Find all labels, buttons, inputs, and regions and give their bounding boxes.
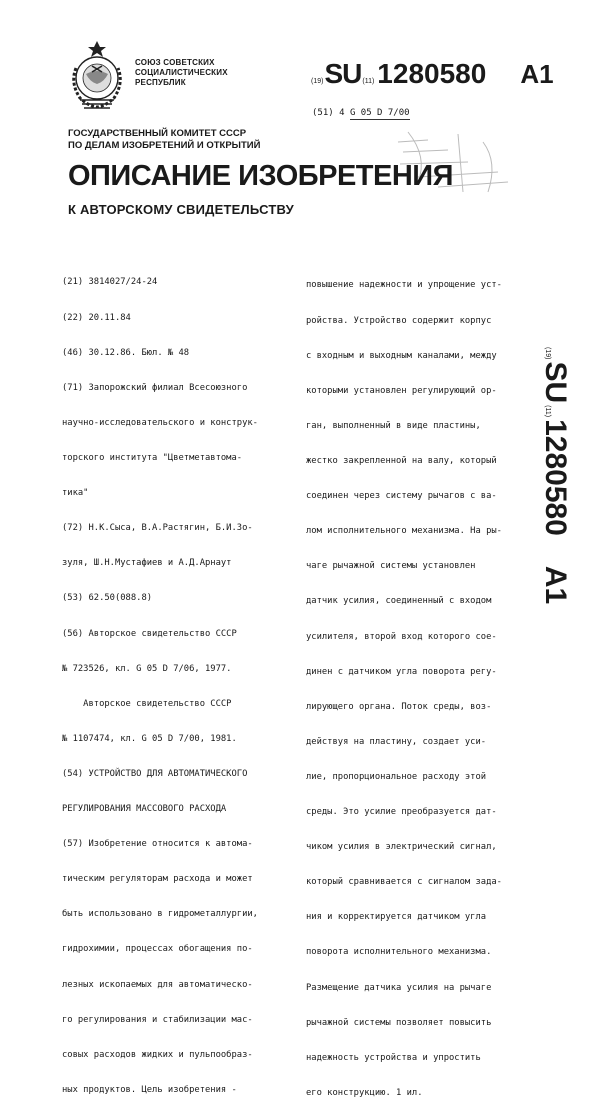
kind-code: A1 bbox=[520, 59, 554, 89]
side-country-code: SU bbox=[539, 361, 572, 404]
text-line: (21) 3814027/24-24 bbox=[62, 277, 158, 288]
committee-name bbox=[68, 128, 260, 152]
abstract-column bbox=[306, 257, 502, 1111]
text-line: (71) Запорожский филиал Всесоюзного bbox=[62, 382, 248, 393]
bibliographic-column bbox=[62, 254, 258, 1108]
text-line: го регулирования и стабилизации мас- bbox=[62, 1014, 253, 1025]
text-line: торского института "Цветметавтома- bbox=[62, 452, 243, 463]
text-line: гидрохимии, процессах обогащения по- bbox=[62, 944, 253, 955]
text-line: Размещение датчика усилия на рычаге bbox=[306, 982, 492, 993]
text-line: среды. Это усилие преобразуется дат- bbox=[306, 807, 497, 818]
text-line: быть использовано в гидрометаллургии, bbox=[62, 909, 258, 920]
text-line: с входным и выходным каналами, между bbox=[306, 350, 497, 361]
text-line: № 723526, кл. G 05 D 7/06, 1977. bbox=[62, 663, 232, 674]
text-line: РЕГУЛИРОВАНИЯ МАССОВОГО РАСХОДА bbox=[62, 804, 227, 815]
text-line: ных продуктов. Цель изобретения - bbox=[62, 1084, 237, 1095]
text-line: № 1107474, кл. G 05 D 7/00, 1981. bbox=[62, 733, 237, 744]
text-line: его конструкцию. 1 ил. bbox=[306, 1087, 423, 1098]
document-subtitle: К АВТОРСКОМУ СВИДЕТЕЛЬСТВУ bbox=[68, 202, 294, 217]
side-publication-number bbox=[528, 345, 578, 705]
patent-number: 1280580 bbox=[377, 58, 487, 89]
text-line: лие, пропорциональное расходу этой bbox=[306, 771, 487, 782]
text-line: действуя на пластину, создает уси- bbox=[306, 736, 487, 747]
text-line: рычажной системы позволяет повысить bbox=[306, 1017, 492, 1028]
text-line: ройства. Устройство содержит корпус bbox=[306, 315, 492, 326]
ipc-prefix: (51) 4 bbox=[312, 108, 345, 118]
text-line: чиком усилия в электрический сигнал, bbox=[306, 842, 497, 853]
text-line: (72) Н.К.Сыса, В.А.Растягин, Б.И.Зо- bbox=[62, 523, 253, 534]
text-line: (57) Изобретение относится к автома- bbox=[62, 839, 253, 850]
side-patent-number: 1280580 bbox=[539, 419, 572, 536]
union-line: СОЦИАЛИСТИЧЕСКИХ bbox=[135, 68, 228, 77]
text-line: чаге рычажной системы установлен bbox=[306, 561, 476, 572]
text-line: поворота исполнительного механизма. bbox=[306, 947, 492, 958]
country-code: SU bbox=[324, 58, 362, 89]
ipc-classification bbox=[312, 108, 410, 118]
state-emblem bbox=[62, 38, 132, 113]
text-line: которыми установлен регулирующий ор- bbox=[306, 385, 497, 396]
code-11: (11) bbox=[362, 78, 375, 85]
text-line: Авторское свидетельство СССР bbox=[62, 698, 232, 709]
text-line: тическим регуляторам расхода и может bbox=[62, 874, 253, 885]
text-line: соединен через систему рычагов с ва- bbox=[306, 491, 497, 502]
text-line: научно-исследовательского и конструк- bbox=[62, 417, 258, 428]
code-19: (19) bbox=[311, 78, 324, 85]
publication-number bbox=[310, 58, 554, 90]
text-line: (56) Авторское свидетельство СССР bbox=[62, 628, 237, 639]
text-line: повышение надежности и упрощение уст- bbox=[306, 280, 502, 291]
side-code-11: (11) bbox=[544, 405, 551, 418]
text-line: лирующего органа. Поток среды, воз- bbox=[306, 701, 492, 712]
text-line: (54) УСТРОЙСТВО ДЛЯ АВТОМАТИЧЕСКОГО bbox=[62, 768, 248, 779]
text-line: лом исполнительного механизма. На ры- bbox=[306, 526, 502, 537]
text-line: ган, выполненный в виде пластины, bbox=[306, 420, 481, 431]
ipc-code: G 05 D 7/00 bbox=[349, 108, 410, 118]
text-line: датчик усилия, соединенный с входом bbox=[306, 596, 492, 607]
committee-line: ПО ДЕЛАМ ИЗОБРЕТЕНИЙ И ОТКРЫТИЙ bbox=[68, 140, 261, 151]
text-line: который сравнивается с сигналом зада- bbox=[306, 877, 502, 888]
union-name bbox=[135, 58, 228, 88]
side-kind-code: A1 bbox=[539, 565, 572, 605]
text-line: жестко закрепленной на валу, который bbox=[306, 455, 497, 466]
union-line: СОЮЗ СОВЕТСКИХ bbox=[135, 58, 215, 67]
text-line: совых расходов жидких и пульпообраз- bbox=[62, 1049, 253, 1060]
side-code-19: (19) bbox=[544, 347, 551, 360]
text-line: тика" bbox=[62, 488, 89, 499]
text-line: (22) 20.11.84 bbox=[62, 312, 131, 323]
committee-line: ГОСУДАРСТВЕННЫЙ КОМИТЕТ СССР bbox=[68, 128, 247, 139]
text-line: лезных ископаемых для автоматическо- bbox=[62, 979, 253, 990]
document-title: ОПИСАНИЕ ИЗОБРЕТЕНИЯ bbox=[68, 160, 453, 192]
union-line: РЕСПУБЛИК bbox=[135, 78, 186, 87]
text-line: (53) 62.50(088.8) bbox=[62, 593, 153, 604]
text-line: зуля, Ш.Н.Мустафиев и А.Д.Арнаут bbox=[62, 558, 232, 569]
text-line: усилителя, второй вход которого сое- bbox=[306, 631, 497, 642]
text-line: ния и корректируется датчиком угла bbox=[306, 912, 487, 923]
text-line: надежность устройства и упростить bbox=[306, 1052, 481, 1063]
text-line: динен с датчиком угла поворота регу- bbox=[306, 666, 497, 677]
text-line: (46) 30.12.86. Бюл. № 48 bbox=[62, 347, 190, 358]
